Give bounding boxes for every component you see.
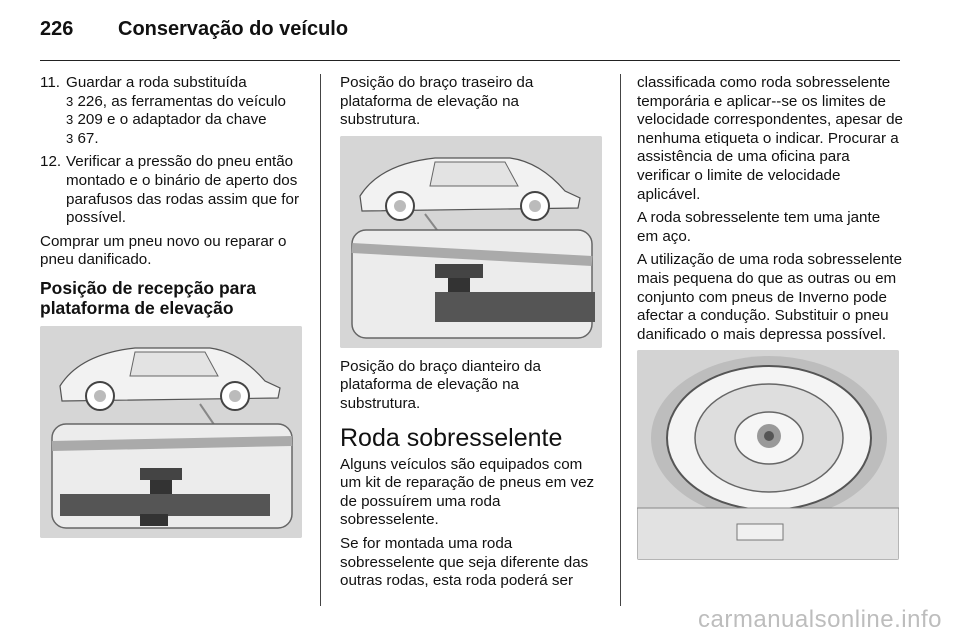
column-3 bbox=[637, 74, 905, 570]
column-1 bbox=[40, 74, 308, 548]
page-ref-link[interactable]: 226, as ferramentas do veículo bbox=[77, 92, 286, 110]
column-divider bbox=[320, 74, 321, 606]
watermark: carmanualsonline.info bbox=[698, 606, 942, 633]
spare-wheel-illustration bbox=[637, 350, 899, 560]
list-text: Verificar a pressão do pneu então montado e o binário de aperto dos parafusos das rodas assim que for possível. bbox=[66, 153, 299, 227]
list-item-11 bbox=[40, 74, 308, 148]
paragraph: classificada como roda sobresselente temporária e aplicar--se os limites de velocidade correspondentes, apesar de nenhuma etiqueta o indicar. Procurar a assistência de uma oficina para verificar o limite de velocidade aplicável. bbox=[637, 74, 903, 203]
paragraph: A roda sobresselente tem uma jante em aço. bbox=[637, 209, 881, 245]
page-ref-link[interactable]: 209 e o adaptador da chave bbox=[77, 111, 267, 129]
list-number: 12. bbox=[40, 153, 62, 171]
list-number: 11. bbox=[40, 74, 60, 91]
figure-caption: Posição do braço traseiro da plataforma de elevação na substrutura. bbox=[340, 74, 534, 129]
list-text: Guardar a roda substituída bbox=[66, 74, 247, 91]
paragraph: Se for montada uma roda sobresselente que seja diferente das outras rodas, esta roda poderá ser bbox=[340, 534, 589, 590]
car-lift-illustration bbox=[340, 136, 602, 348]
figure-rear-lift-point bbox=[340, 136, 602, 348]
figure-spare-wheel bbox=[637, 350, 899, 560]
column-2 bbox=[340, 74, 602, 596]
page-title: Conservação do veículo bbox=[118, 18, 349, 40]
arrow-ref-icon: 3 bbox=[66, 112, 74, 128]
arrow-ref-icon: 3 bbox=[66, 130, 74, 146]
paragraph: A utilização de uma roda sobresselente mais pequena do que as outras ou em conjunto com pneus de Inverno pode afectar a condução. Substituir o pneu danificado o mais depressa possível. bbox=[637, 251, 903, 343]
section-heading-large: Roda sobresselente bbox=[340, 423, 563, 452]
arrow-ref-icon: 3 bbox=[66, 93, 74, 109]
figure-caption: Posição do braço dianteiro da plataforma de elevação na substrutura. bbox=[340, 357, 541, 412]
list-item-12 bbox=[40, 153, 308, 227]
column-divider bbox=[620, 74, 621, 606]
paragraph: Alguns veículos são equipados com um kit de reparação de pneus em vez de possuírem uma roda sobresselente. bbox=[340, 455, 595, 529]
car-lift-illustration bbox=[40, 326, 302, 538]
page-number: 226 bbox=[40, 18, 74, 40]
page-ref-link[interactable]: 67. bbox=[77, 129, 99, 147]
page-header bbox=[40, 18, 348, 41]
figure-front-lift-point bbox=[40, 326, 302, 538]
header-rule bbox=[40, 60, 900, 61]
section-heading: Posição de recepção para plataforma de elevação bbox=[40, 277, 256, 318]
paragraph: Comprar um pneu novo ou reparar o pneu danificado. bbox=[40, 232, 287, 269]
